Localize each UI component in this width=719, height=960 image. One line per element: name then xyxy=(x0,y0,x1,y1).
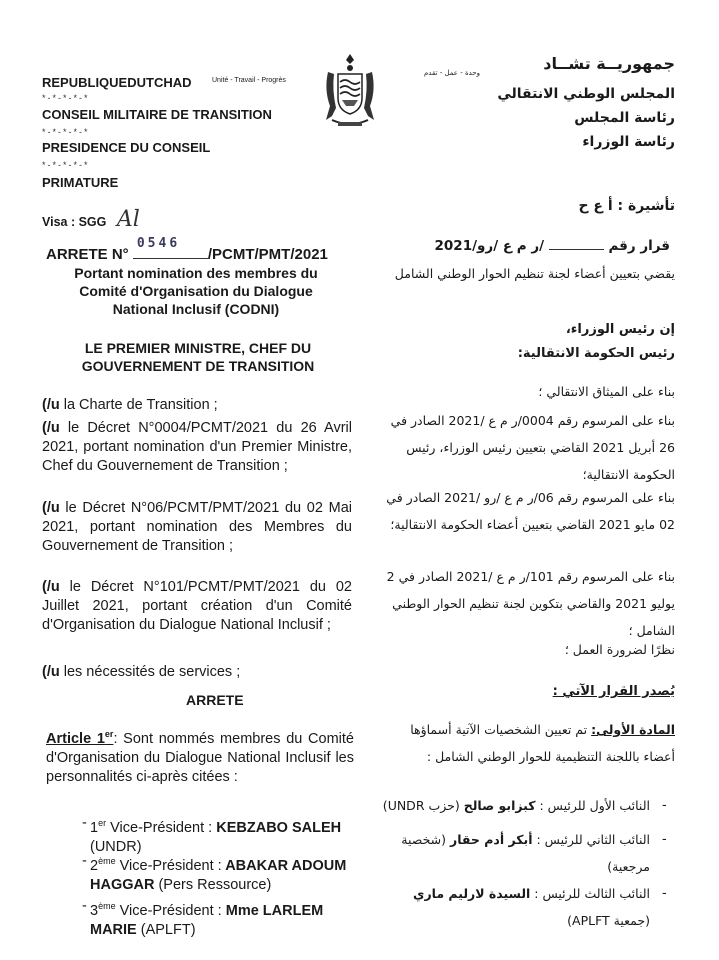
visa-item: (/u les nécessités de services ; xyxy=(42,664,241,680)
authority-ar-line2: رئيس الحكومة الانتقالية: xyxy=(517,346,675,361)
member-item: - 2ème Vice-Président : ABAKAR ADOUM HAGGAR (Pers Ressource) xyxy=(82,853,347,893)
arrete-suffix: /PCMT/PMT/2021 xyxy=(207,246,328,263)
visa-block xyxy=(42,207,140,232)
member-item-ar: النائب الثاني للرئيس : أبكر أدم حقار (شخصية مرجعية) xyxy=(401,832,650,874)
authority-ar-line1: إن رئيس الوزراء، xyxy=(565,322,675,337)
visa-label-ar: تأشيرة : أ ع ح xyxy=(578,198,675,214)
authority-ar xyxy=(440,318,675,366)
member-item-ar: النائب الأول للرئيس : كبزابو صالح (حزب UNDR) xyxy=(382,798,650,813)
republic-name-ar: جمهوريــة تشــاد xyxy=(543,54,675,73)
visa-item: (/u le Décret N°0004/PCMT/2021 du 26 Avril 2021, portant nomination d'un Premier Ministre, Chef du Gouvernement de Transition ; xyxy=(42,420,352,474)
member-item: - 3ème Vice-Président : Mme LARLEM MARIE (APLFT) xyxy=(82,898,324,938)
decision-suffix-ar: /ر م ع /رو/2021 xyxy=(434,238,545,254)
coat-of-arms-icon xyxy=(318,50,382,132)
visa-item-ar: بناء على الميثاق الانتقالي ؛ xyxy=(538,384,675,399)
visa-item-ar: بناء على المرسوم رقم 101/ر م ع /2021 الصادر في 2 يوليو 2021 والقاضي بتكوين لجنة تنظيم الحوار الوطني الشامل ؛ xyxy=(386,569,675,638)
arrete-prefix: ARRETE N° xyxy=(46,246,129,263)
arrete-subtitle: Portant nomination des membres du Comité d'Organisation du Dialogue National Inclusif (CODNI) xyxy=(74,265,318,317)
visa-item: (/u la Charte de Transition ; xyxy=(42,397,218,413)
motto-fr: Unité - Travail - Progrès xyxy=(212,77,286,84)
visa-item: (/u le Décret N°06/PCMT/PMT/2021 du 02 Mai 2021, portant nomination des Membres du Gouvernement de Transition ; xyxy=(42,500,352,554)
arrete-heading: ARRETE xyxy=(186,692,244,708)
decision-prefix-ar: قرار رقم xyxy=(608,238,670,254)
visa-signature: Al xyxy=(116,207,140,232)
authority-fr: LE PREMIER MINISTRE, CHEF DU GOUVERNEMENT DE TRANSITION xyxy=(81,340,315,374)
list-dash: - xyxy=(662,830,667,846)
visa-item-ar: بناء على المرسوم رقم 0004/ر م ع /2021 الصادر في 26 أبريل 2021 القاضي بتعيين رئيس الوزراء، رئيس الحكومة الانتقالية؛ xyxy=(390,413,675,482)
visa-item-ar: نظرًا لضرورة العمل ؛ xyxy=(564,642,675,657)
decision-title-ar xyxy=(380,234,670,258)
arrete-number-field xyxy=(133,236,208,259)
council-name-fr: CONSEIL MILITAIRE DE TRANSITION xyxy=(42,107,272,122)
visa-item: (/u le Décret N°101/PCMT/PMT/2021 du 02 Juillet 2021, portant création d'un Comité d'Organisation du Dialogue National Inclusif ; xyxy=(42,579,352,633)
council-name-ar: المجلس الوطني الانتقالي xyxy=(497,86,675,102)
arrete-number: 0546 xyxy=(136,236,181,251)
arrete-heading-ar: يُصدر القرار الآتي : xyxy=(552,684,675,699)
arrete-title xyxy=(46,236,328,263)
header-ar xyxy=(430,52,675,154)
separator-dots: *-*-*-*-* xyxy=(42,93,90,103)
decision-subtitle-ar: يقضي بتعيين أعضاء لجنة تنظيم الحوار الوطني الشامل xyxy=(394,266,675,281)
list-dash: - xyxy=(662,796,667,812)
presidence-fr: PRESIDENCE DU CONSEIL xyxy=(42,140,211,155)
visa-label: Visa : SGG xyxy=(42,215,107,229)
decision-number-field xyxy=(549,238,604,250)
separator-dots: *-*-*-*-* xyxy=(42,160,90,170)
primature-fr: PRIMATURE xyxy=(42,175,119,190)
republic-name-fr: REPUBLIQUEDUTCHAD xyxy=(42,75,192,90)
separator-dots: *-*-*-*-* xyxy=(42,127,90,137)
motto-ar: وحدة - عمل - تقدم xyxy=(423,69,480,77)
article-1-fr: Article 1er: Sont nommés membres du Comité d'Organisation du Dialogue National Inclusif les personnalités ci-après citées : xyxy=(46,729,354,785)
article-1-label-ar: المادة الأولى: xyxy=(591,722,675,737)
article-1-ar: المادة الأولى: تم تعيين الشخصيات الآتية أسماؤها أعضاء باللجنة التنظيمية للحوار الوطني الشامل : xyxy=(410,722,675,764)
visa-item-ar: بناء على المرسوم رقم 06/ر م ع /رو /2021 الصادر في 02 مايو 2021 القاضي بتعيين أعضاء الحكومة الانتقالية؛ xyxy=(386,490,675,532)
primature-ar: رئاسة الوزراء xyxy=(582,134,675,150)
article-1-label: Article 1er xyxy=(46,729,114,747)
member-item: - 1er Vice-Président : KEBZABO SALEH (UNDR) xyxy=(82,815,342,855)
member-item-ar: النائب الثالث للرئيس : السيدة لارليم ماري (جمعية APLFT) xyxy=(413,886,650,928)
presidence-ar: رئاسة المجلس xyxy=(574,110,675,126)
list-dash: - xyxy=(662,884,667,900)
